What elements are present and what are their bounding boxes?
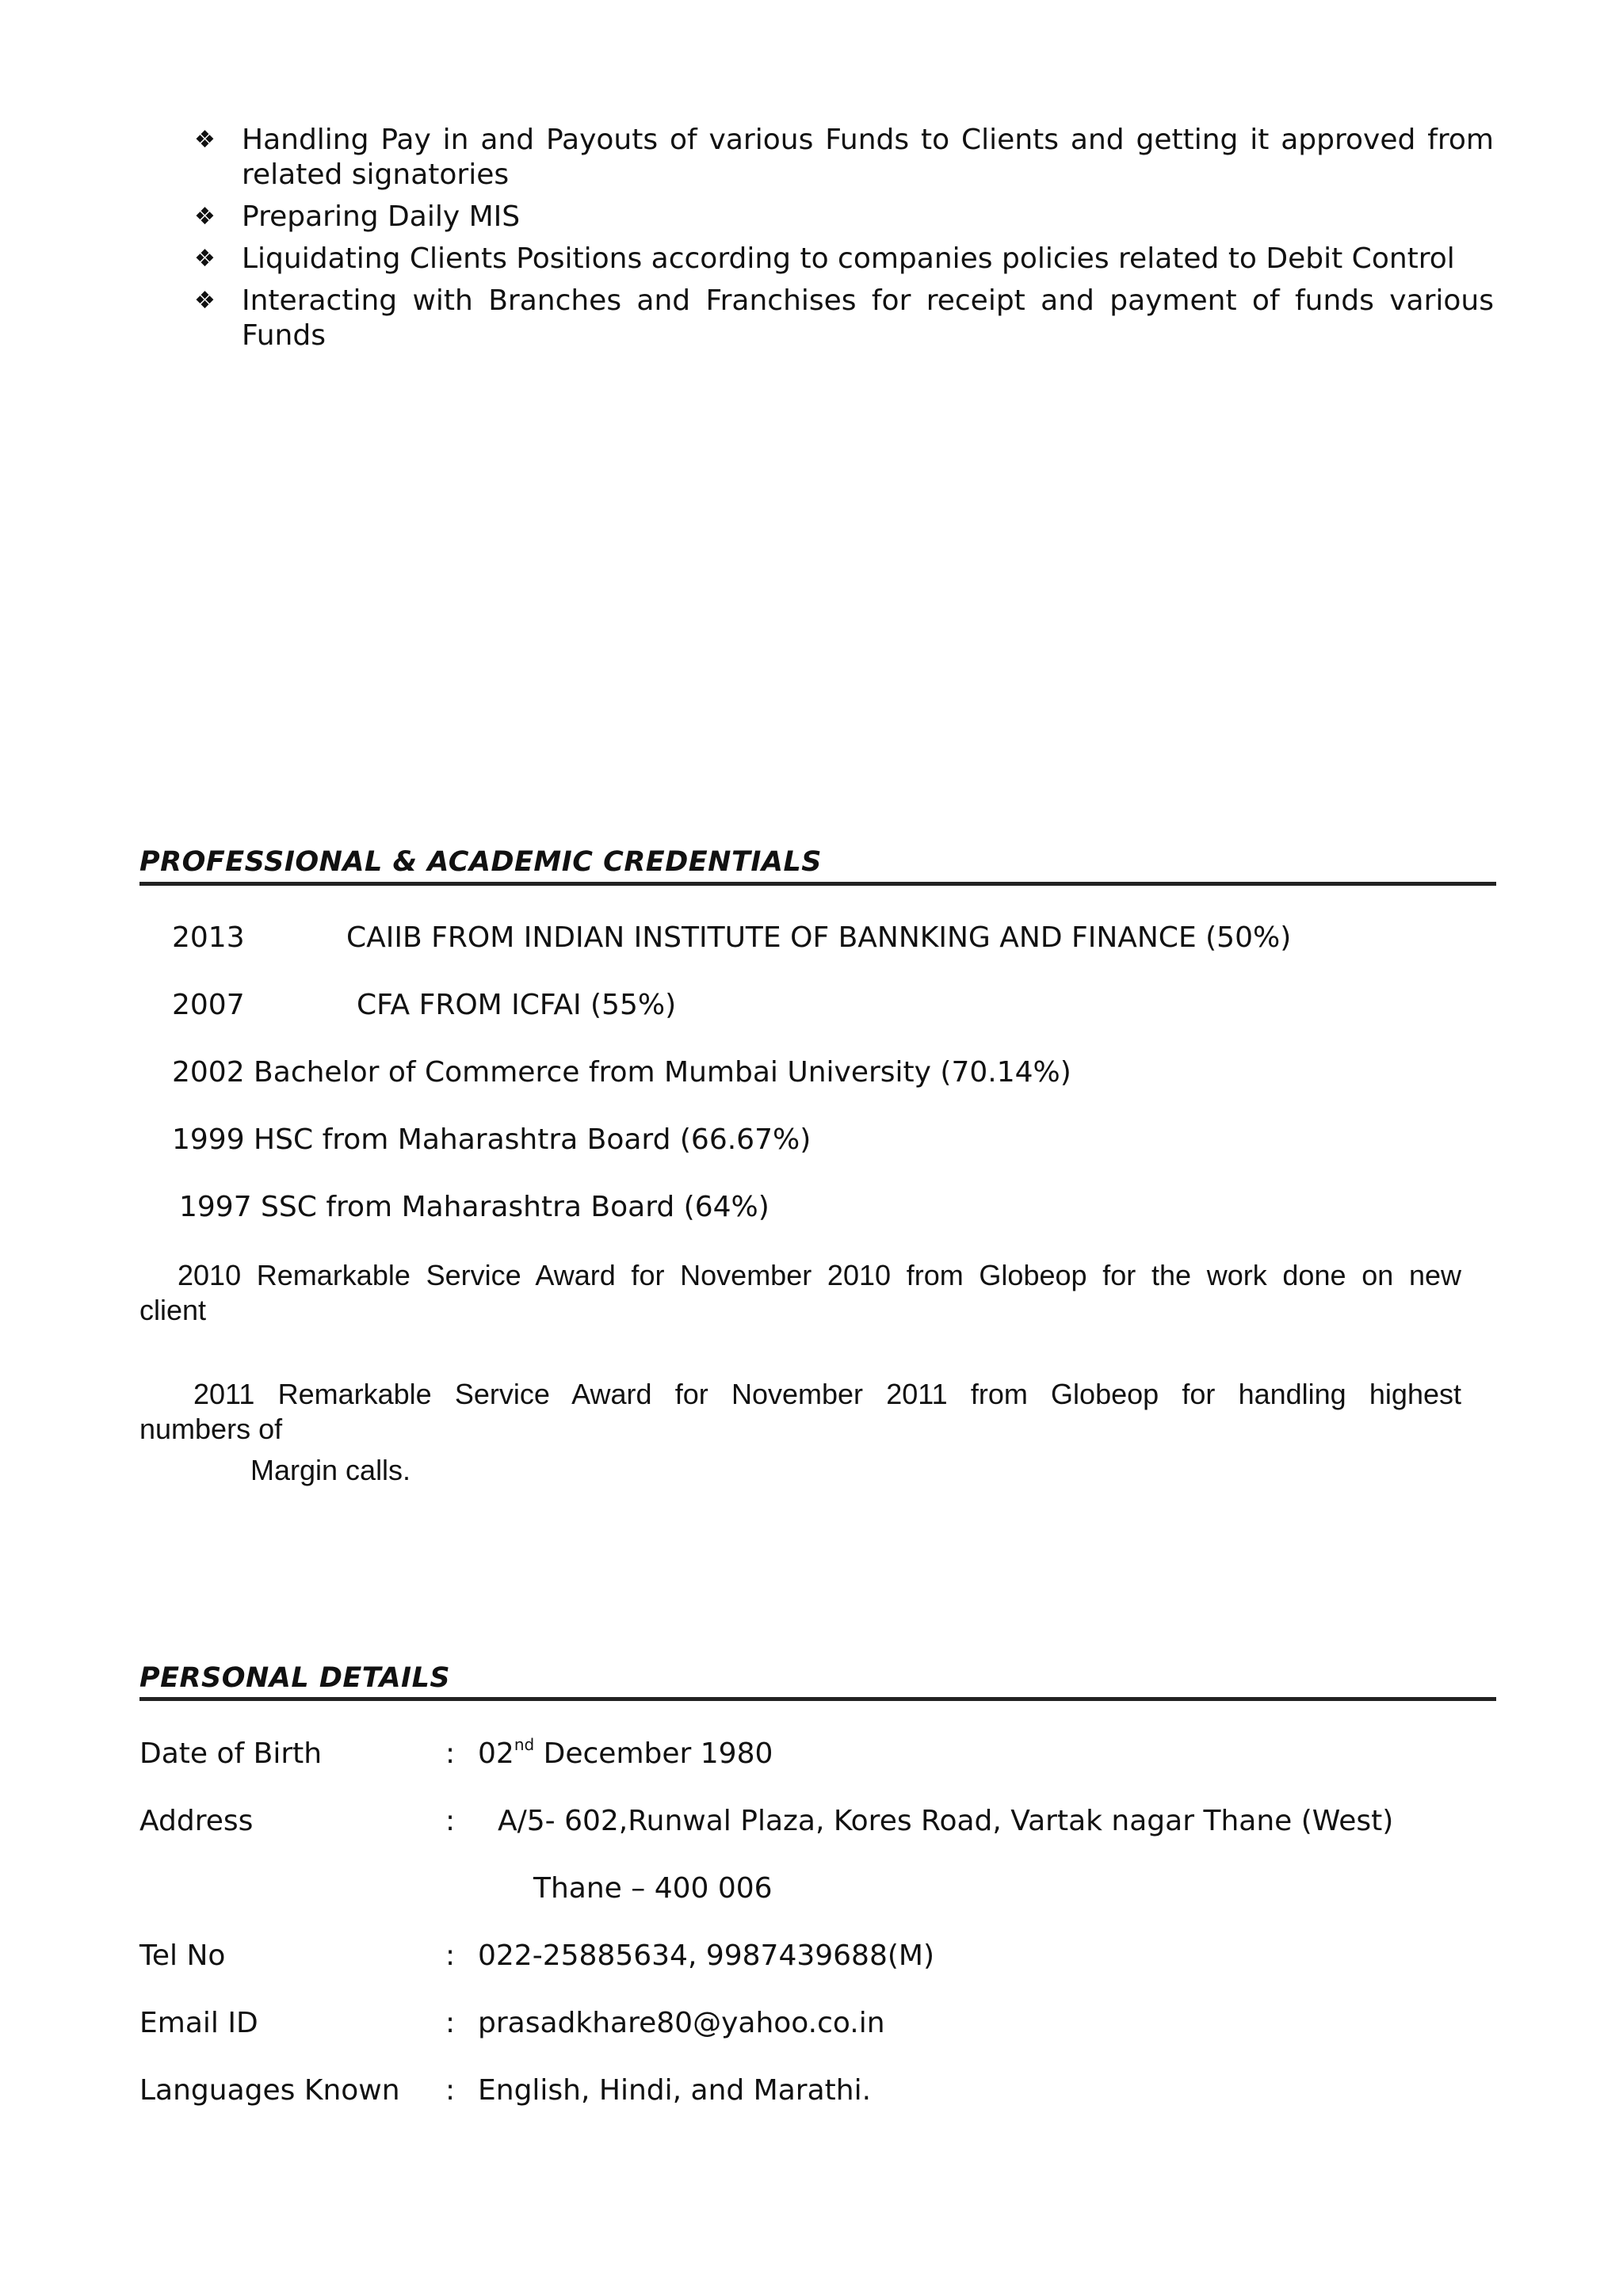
diamond-bullet-icon: ❖ xyxy=(194,245,216,273)
responsibilities-list xyxy=(194,123,1494,360)
list-item xyxy=(194,242,1494,277)
bullet-text: Liquidating Clients Positions according to companies policies related to Debit Control xyxy=(242,242,1455,275)
credential-text: 2002 Bachelor of Commerce from Mumbai University (70.14%) xyxy=(172,1056,1071,1089)
credential-text: 1999 HSC from Maharashtra Board (66.67%) xyxy=(172,1123,812,1156)
award-text: Margin calls. xyxy=(250,1454,411,1486)
personal-details-heading: PERSONAL DETAILS xyxy=(139,1662,451,1694)
email-label: Email ID xyxy=(139,2007,258,2039)
credential-text: CAIIB FROM INDIAN INSTITUTE OF BANNKING AND FINANCE (50%) xyxy=(346,921,1292,954)
award-text: 2011 Remarkable Service Award for November 2011 from Globeop for handling highest xyxy=(193,1378,1461,1410)
award-2010 xyxy=(139,1258,1461,1328)
bullet-text: Handling Pay in and Payouts of various Funds to Clients and getting it approved from related signatories xyxy=(242,124,1494,191)
list-item xyxy=(194,284,1494,353)
tel-label: Tel No xyxy=(139,1939,226,1972)
colon: : xyxy=(445,2074,456,2107)
award-2011 xyxy=(139,1377,1461,1488)
credential-year: 2007 xyxy=(172,989,245,1021)
section-divider xyxy=(139,1697,1496,1701)
bullet-text: Interacting with Branches and Franchises for receipt and payment of funds various Funds xyxy=(242,284,1494,352)
colon: : xyxy=(445,1939,456,1972)
section-divider xyxy=(139,882,1496,886)
award-text: numbers of xyxy=(139,1413,283,1445)
dob-label: Date of Birth xyxy=(139,1737,323,1770)
award-text: 2010 Remarkable Service Award for November 2010 from Globeop for the work done on new xyxy=(178,1259,1461,1291)
award-text: client xyxy=(139,1294,207,1326)
languages-value: English, Hindi, and Marathi. xyxy=(478,2074,872,2107)
credential-year: 2013 xyxy=(172,921,245,954)
credential-text: 1997 SSC from Maharashtra Board (64%) xyxy=(179,1191,769,1223)
diamond-bullet-icon: ❖ xyxy=(194,126,216,154)
colon: : xyxy=(445,1805,456,1837)
address-line-1: A/5- 602,Runwal Plaza, Kores Road, Vartak nagar Thane (West) xyxy=(498,1805,1394,1837)
bullet-text: Preparing Daily MIS xyxy=(242,200,521,233)
colon: : xyxy=(445,2007,456,2039)
list-item xyxy=(194,123,1494,193)
address-line-2: Thane – 400 006 xyxy=(533,1872,773,1905)
email-value: prasadkhare80@yahoo.co.in xyxy=(478,2007,885,2039)
tel-value: 022-25885634, 9987439688(M) xyxy=(478,1939,935,1972)
diamond-bullet-icon: ❖ xyxy=(194,287,216,315)
languages-label: Languages Known xyxy=(139,2074,400,2107)
credential-text: CFA FROM ICFAI (55%) xyxy=(357,989,677,1021)
address-label: Address xyxy=(139,1805,254,1837)
credentials-heading: PROFESSIONAL & ACADEMIC CREDENTIALS xyxy=(139,846,822,878)
list-item xyxy=(194,200,1494,235)
diamond-bullet-icon: ❖ xyxy=(194,203,216,231)
colon: : xyxy=(445,1737,456,1770)
dob-value: 02nd December 1980 xyxy=(478,1735,773,1770)
